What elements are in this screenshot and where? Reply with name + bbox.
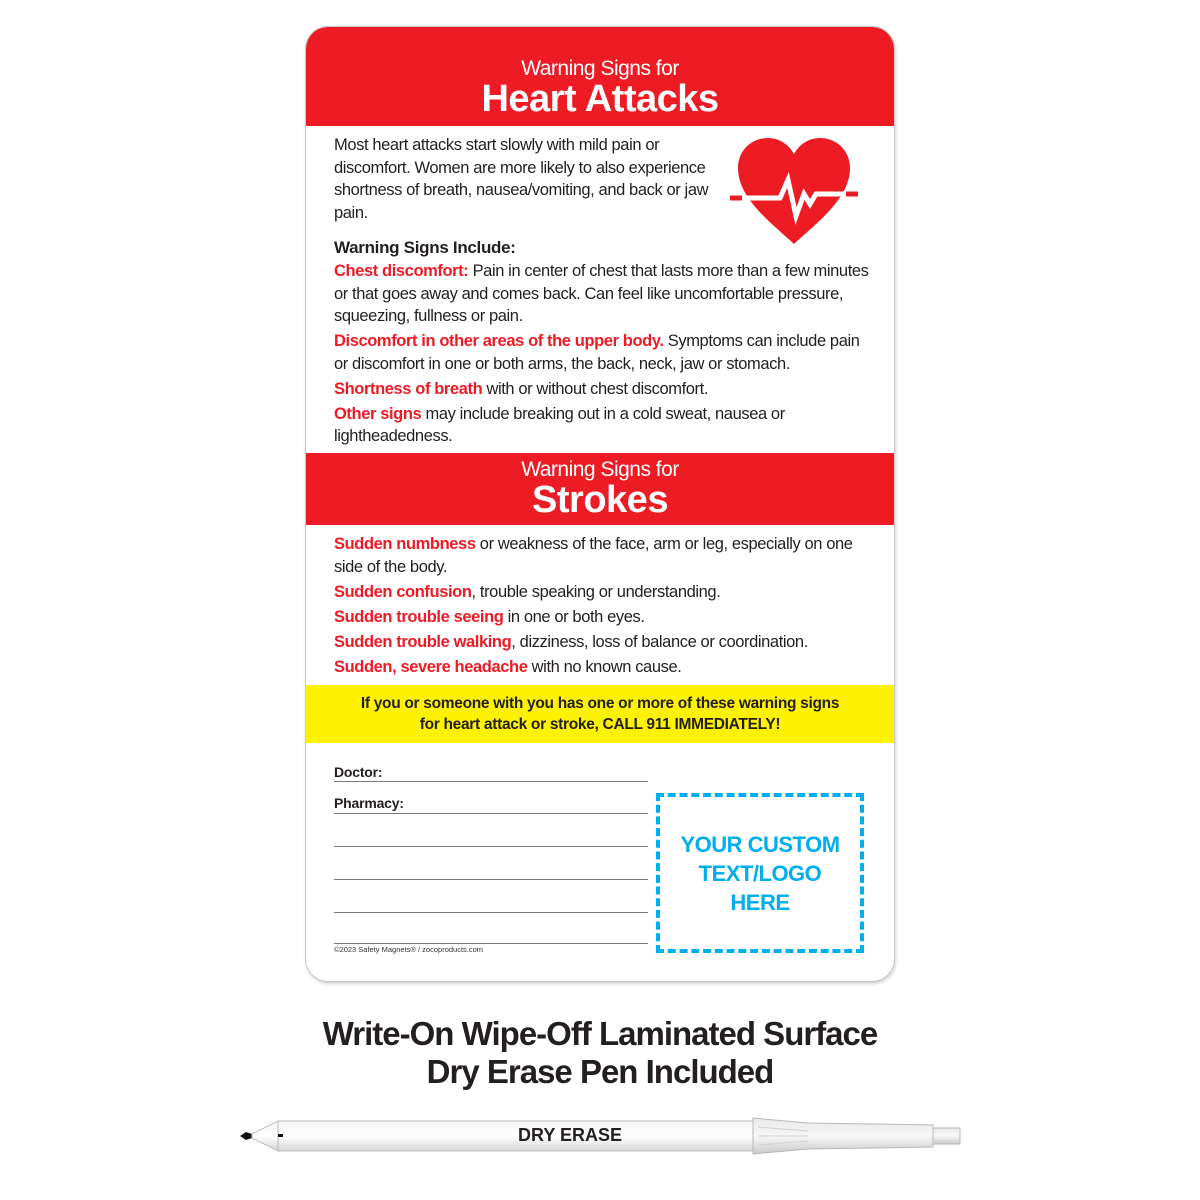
blank-write-line[interactable]	[334, 879, 648, 880]
doctor-label: Doctor:	[334, 764, 383, 780]
stroke-sign-item: Sudden, severe headache with no known cause.	[334, 657, 682, 676]
stroke-sign-item: Sudden trouble walking, dizziness, loss of balance or coordination.	[334, 632, 808, 651]
stroke-header	[306, 453, 894, 525]
blank-write-line[interactable]	[334, 912, 648, 913]
heart-intro-text: Most heart attacks start slowly with mild pain or discomfort. Women are more likely to also experience shortness of breath, nausea/vomiting, and back or jaw pain.	[334, 136, 709, 222]
blank-write-line[interactable]	[334, 846, 648, 847]
heart-sign-item: Chest discomfort: Pain in center of chest that lasts more than a few minutes or that goes away and comes back. Can feel like uncomfortable pressure, squeezing, fullness or pain.	[334, 262, 869, 325]
pen-label: DRY ERASE	[517, 1125, 623, 1145]
custom-logo-placeholder: YOUR CUSTOM TEXT/LOGO HERE	[656, 793, 864, 953]
heart-sign-item: Shortness of breath with or without chest discomfort.	[334, 379, 709, 398]
caption-line-2: Dry Erase Pen Included	[426, 1053, 774, 1090]
heart-stroke-warning-card	[306, 27, 894, 981]
heart-sign-item: Discomfort in other areas of the upper body. Symptoms can include pain or discomfort in one or both arms, the back, neck, jaw or stomach.	[334, 332, 860, 373]
heart-sign-item: Other signs may include breaking out in a cold sweat, nausea or lightheadedness.	[334, 404, 785, 445]
heart-signs-list	[334, 260, 874, 450]
heart-header-subtitle: Warning Signs for	[521, 57, 679, 80]
stroke-sign-item: Sudden confusion, trouble speaking or understanding.	[334, 582, 721, 601]
heart-pulse-icon	[730, 136, 858, 246]
stroke-sign-item: Sudden trouble seeing in one or both eyes.	[334, 607, 645, 626]
blank-write-line[interactable]	[334, 943, 648, 944]
caption-line-1: Write-On Wipe-Off Laminated Surface	[322, 1015, 878, 1052]
pharmacy-line[interactable]	[334, 813, 648, 814]
copyright-text: ©2023 Safety Magnets® / zocoproducts.com	[334, 945, 484, 954]
stroke-header-subtitle: Warning Signs for	[521, 458, 679, 481]
call-911-alert: If you or someone with you has one or more of these warning signs for heart attack or stroke, CALL 911 IMMEDIATELY!	[306, 685, 894, 743]
stroke-signs-list	[334, 533, 874, 681]
pharmacy-label: Pharmacy:	[334, 795, 404, 811]
heart-attack-header	[306, 27, 894, 126]
heart-header-title: Heart Attacks	[481, 78, 719, 120]
product-caption	[0, 1015, 1200, 1091]
stroke-header-title: Strokes	[532, 479, 668, 521]
stroke-sign-item: Sudden numbness or weakness of the face, arm or leg, especially on one side of the body.	[334, 535, 853, 576]
doctor-line[interactable]	[334, 781, 648, 782]
warning-signs-heading: Warning Signs Include:	[334, 238, 516, 257]
